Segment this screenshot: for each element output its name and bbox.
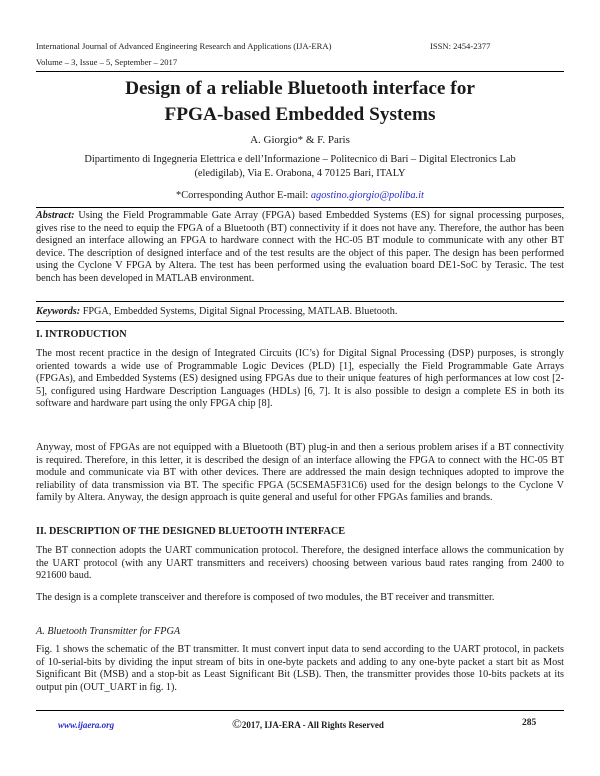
corresponding-label: *Corresponding Author E-mail:	[176, 190, 309, 201]
title-line-1: Design of a reliable Bluetooth interface for	[125, 78, 475, 99]
transmitter-paragraph: Fig. 1 shows the schematic of the BT transmitter. It must convert input data to send according to the UART protocol, in packets of 10-serial-bits by dividing the input stream of bits in one-byte packets and adding to any one-byte packet a start bit as Most Significant Bit (MSB) and a stop-bit as Least Significant Bit (LSB). Then, the transmitter provides those 10-bits packets at its output pin (OUT_UART in fig. 1).	[36, 644, 564, 693]
header-rule	[36, 71, 564, 72]
abstract-bottom-rule	[36, 301, 564, 302]
section-heading-introduction: I. INTRODUCTION	[36, 329, 127, 340]
affiliation-line-1: Dipartimento di Ingegneria Elettrica e dell’Informazione – Politecnico di Bari – Digital Electronics Lab	[84, 154, 516, 165]
affiliation-line-2: (eledigilab), Via E. Orabona, 4 70125 Bari, ITALY	[194, 168, 406, 179]
journal-name: International Journal of Advanced Engineering Research and Applications (IJA-ERA)	[36, 41, 332, 51]
section-heading-description: II. DESCRIPTION OF THE DESIGNED BLUETOOTH INTERFACE	[36, 526, 345, 537]
title-line-2: FPGA-based Embedded Systems	[164, 104, 436, 125]
corresponding-author	[36, 190, 564, 201]
keywords-rule	[36, 321, 564, 322]
affiliation	[48, 153, 552, 181]
description-paragraph-1: The BT connection adopts the UART communication protocol. Therefore, the designed interface allows the communication by the UART protocol (with any UART transmitters and receivers) choosing between various baud rates ranging from 2400 to 921600 baud.	[36, 545, 564, 581]
keywords-text: FPGA, Embedded Systems, Digital Signal Processing, MATLAB. Bluetooth.	[82, 306, 398, 317]
issn: ISSN: 2454-2377	[430, 41, 491, 51]
authors: A. Giorgio* & F. Paris	[250, 134, 350, 146]
keywords-label: Keywords:	[36, 306, 81, 317]
abstract-top-rule	[36, 207, 564, 208]
footer-copyright	[232, 716, 384, 732]
abstract-text: Using the Field Programmable Gate Array (FPGA) based Embedded Systems (ES) for signal processing purposes, gives rise to the need to equip the FPGA of a Bluetooth (BT) connectivity if it does not have any. Therefore, the author has been designed an interface allowing an FPGA to hardware connect with the HC-05 BT module to communicate with any other BT device. The description of designed interface and of the test results are the object of this paper. The design has been performed using the Cyclone V FPGA by Altera. The test has been performed using the evaluation board DE1-SoC by Terasic. The test bench has been developed in MATLAB environment.	[36, 210, 564, 284]
intro-paragraph-1: The most recent practice in the design of Integrated Circuits (IC’s) for Digital Signal Processing (DSP) purposes, is strongly oriented towards a wide use of Programmable Logic Devices (PLD) [1], especially the Field Programmable Gate Arrays (FPGAs), and Embedded Systems (ES) designed using FPGAs due to their unique features of high performances at low cost [2-5], configured using Hardware Description Languages (HDLs) [6, 7]. It is also possible to design a complete ES in both its software and hardware part using the only FPGA chip [8].	[36, 348, 564, 409]
paper-title	[36, 76, 564, 128]
copyright-icon: ©	[232, 716, 242, 731]
intro-paragraph-2: Anyway, most of FPGAs are not equipped with a Bluetooth (BT) plug-in and then a serious problem arises if a BT connectivity is required. Therefore, in this letter, it is described the design of an interface allowing the FPGA to connect with the HC-05 BT module and communicate via BT with other devices. There are addressed the main design techniques adopted to improve the reliability of data transmission via BT. The specific FPGA (5CSEMA5F31C6) used for the design belongs to the Cyclone V family by Altera. Anyway, the design approach is quite general and useful for other FPGAs families and brands.	[36, 442, 564, 503]
copyright-text: 2017, IJA-ERA - All Rights Reserved	[241, 720, 384, 730]
abstract	[36, 210, 564, 286]
corresponding-email[interactable]: agostino.giorgio@poliba.it	[310, 190, 424, 201]
abstract-label: Abstract:	[36, 210, 75, 221]
description-paragraph-2: The design is a complete transceiver and therefore is composed of two modules, the BT receiver and transmitter.	[36, 592, 495, 603]
subsection-heading-transmitter: A. Bluetooth Transmitter for FPGA	[36, 626, 181, 637]
footer-website-link[interactable]: www.ijaera.org	[58, 720, 115, 730]
page-number: 285	[522, 718, 537, 728]
footer-rule	[36, 710, 564, 711]
volume-issue: Volume – 3, Issue – 5, September – 2017	[36, 57, 178, 67]
keywords	[36, 306, 564, 319]
